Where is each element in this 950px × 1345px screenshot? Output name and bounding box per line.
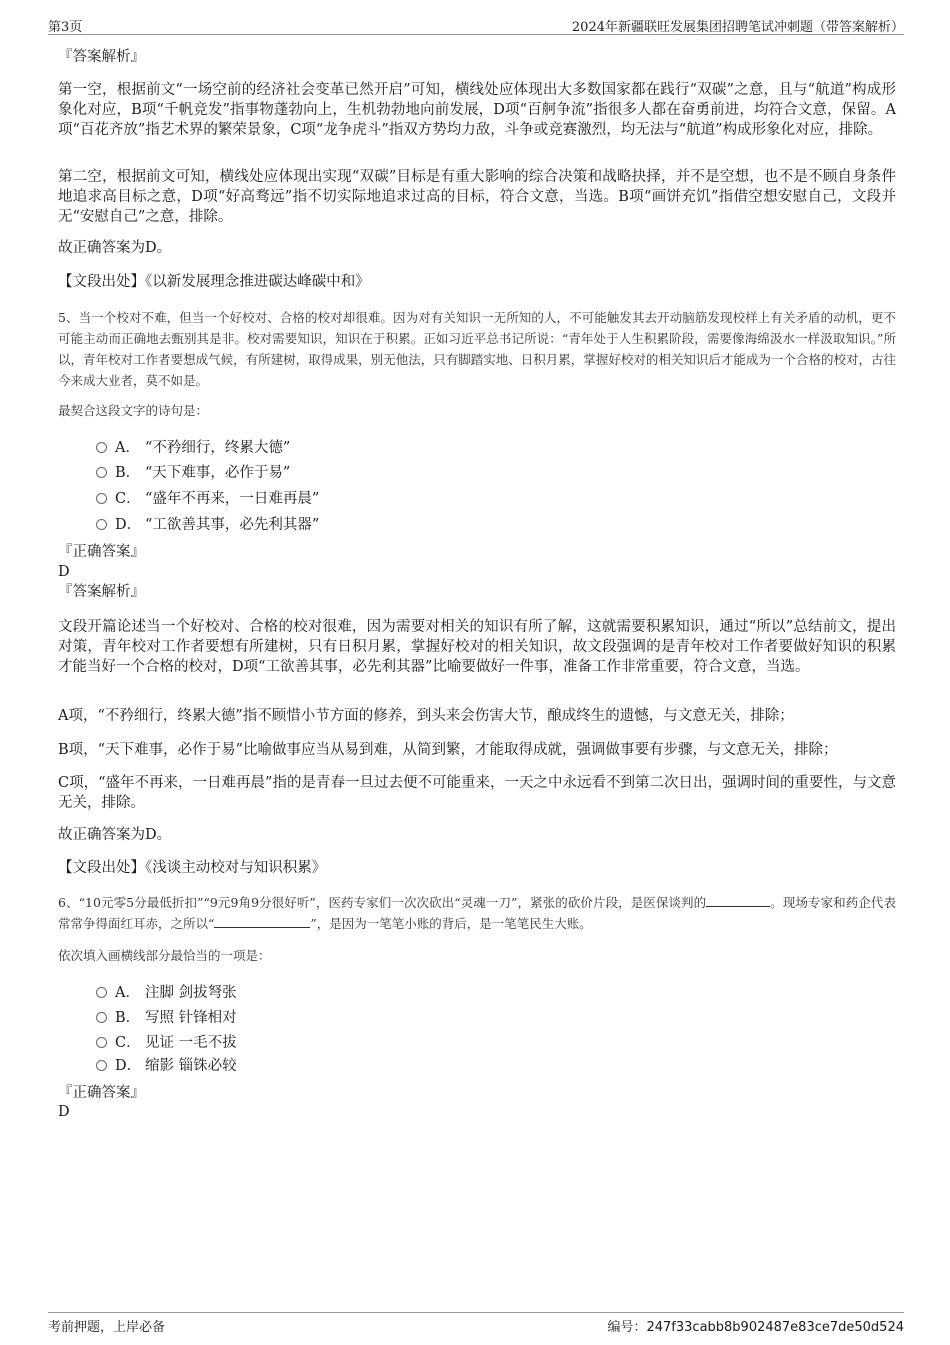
fill-blank-2 bbox=[214, 915, 310, 928]
radio-icon[interactable] bbox=[96, 987, 107, 998]
q5-stem: 5、当一个校对不难，但当一个好校对、合格的校对却很难。因为对有关知识一无所知的人，不可能触发其去开动脑筋发现校样上有关矛盾的动机，更不可能主动而正确地去甄别其是非。校对需要知识，知识在于积累。正如习近平总书记所说：“青年处于人生积累阶段，需要像海绵汲水一样汲取知识。”所以，青年校对工作者要想成气候，有所建树，取得成果，别无他法，只有脚踏实地、日积月累，掌握好校对的相关知识后才能成为一个合格的校对，古往今来成大业者，莫不如是。 bbox=[58, 310, 896, 388]
q4-analysis-para1: 第一空，根据前文“一场空前的经济社会变革已然开启”可知，横线处应体现出大多数国家都在践行“双碳”之意，且与“航道”构成形象化对应，B项“千帆竞发”指事物蓬勃向上，生机勃勃地向前发展，D项“百舸争流”指很多人都在奋勇前进，均符合文意，保留。A项“百花齐放”指艺术界的繁荣景象，C项“龙争虎斗”指双方势均力敌，斗争或竞赛激烈，均无法与“航道”构成形象化对应，排除。 bbox=[58, 82, 896, 138]
radio-icon[interactable] bbox=[96, 467, 107, 478]
q5-conclusion: 故正确答案为D。 bbox=[58, 827, 172, 843]
q5-option-a[interactable]: A． “不矜细行，终累大德” bbox=[96, 438, 290, 458]
radio-icon[interactable] bbox=[96, 1012, 107, 1023]
q4-analysis-para2: 第二空，根据前文可知，横线处应体现出实现“双碳”目标是有重大影响的综合决策和战略抉择，并不是空想，也不是不顾自身条件地追求高目标之意，D项“好高骛远”指不切实际地追求过高的目标，符合文意，当选。B项“画饼充饥”指借空想安慰自己，文段并无“安慰自己”之意，排除。 bbox=[58, 169, 896, 225]
q4-source: 【文段出处】《以新发展理念推进碳达峰碳中和》 bbox=[58, 274, 370, 290]
q6-option-c[interactable]: C． 见证 一毛不拔 bbox=[96, 1033, 237, 1053]
q6-option-b[interactable]: B． 写照 针锋相对 bbox=[96, 1008, 237, 1028]
q5-source: 【文段出处】《浅谈主动校对与知识积累》 bbox=[58, 860, 327, 876]
q6-stem: 6、“10元零5分最低折扣”“9元9角9分很好听”，医药专家们一次次砍出“灵魂一刀”，紧张的砍价片段，是医保谈判的 。现场专家和药企代表常常争得面红耳赤，之所以“ ”，是因为一笔笔小账的背后，是一笔笔民生大账。 bbox=[58, 895, 896, 931]
q5-answer-label: 『正确答案』 bbox=[58, 544, 145, 560]
page-header bbox=[48, 14, 904, 35]
q6-answer: D bbox=[58, 1104, 70, 1120]
fill-blank-1 bbox=[706, 894, 770, 907]
q6-answer-label: 『正确答案』 bbox=[58, 1085, 145, 1101]
q6-option-a[interactable]: A． 注脚 剑拔弩张 bbox=[96, 983, 237, 1003]
q5-analysis-a: A项，“不矜细行，终累大德”指不顾惜小节方面的修养，到头来会伤害大节，酿成终生的遗憾，与文意无关，排除； bbox=[58, 708, 794, 724]
radio-icon[interactable] bbox=[96, 519, 107, 530]
radio-icon[interactable] bbox=[96, 1037, 107, 1048]
radio-icon[interactable] bbox=[96, 1060, 107, 1071]
q5-analysis-para1: 文段开篇论述当一个好校对、合格的校对很难，因为需要对相关的知识有所了解，这就需要积累知识，通过“所以”总结前文，提出对策，青年校对工作者要想有所建树，只有日积月累，掌握好校对的相关知识，故文段强调的是青年校对工作者要做好知识的积累才能当好一个合格的校对，D项“工欲善其事，必先利其器”比喻要做好一件事，准备工作非常重要，符合文意，当选。 bbox=[58, 619, 896, 675]
q5-analysis-label: 『答案解析』 bbox=[58, 584, 145, 600]
radio-icon[interactable] bbox=[96, 442, 107, 453]
q6-prompt: 依次填入画横线部分最恰当的一项是： bbox=[58, 948, 271, 963]
document-code: 编号：247f33cabb8b902487e83ce7de50d524 bbox=[607, 1320, 904, 1335]
page-number: 第3页 bbox=[48, 20, 83, 35]
radio-icon[interactable] bbox=[96, 493, 107, 504]
page-footer bbox=[48, 1312, 904, 1335]
q4-analysis-label: 『答案解析』 bbox=[58, 49, 145, 65]
q5-answer: D bbox=[58, 564, 70, 580]
q5-analysis-c: C项，“盛年不再来，一日难再晨”指的是青春一旦过去便不可能重来，一天之中永远看不到第二次日出，强调时间的重要性，与文意无关，排除。 bbox=[58, 775, 896, 811]
q5-option-b[interactable]: B． “天下难事，必作于易” bbox=[96, 463, 290, 483]
q5-prompt: 最契合这段文字的诗句是： bbox=[58, 403, 209, 418]
document-title: 2024年新疆联旺发展集团招聘笔试冲刺题（带答案解析） bbox=[571, 20, 904, 35]
q6-option-d[interactable]: D． 缩影 锱铢必较 bbox=[96, 1056, 237, 1076]
q5-analysis-b: B项，“天下难事，必作于易”比喻做事应当从易到难，从简到繁，才能取得成就，强调做事要有步骤，与文意无关，排除； bbox=[58, 742, 838, 758]
q4-conclusion: 故正确答案为D。 bbox=[58, 240, 172, 256]
q5-option-c[interactable]: C． “盛年不再来，一日难再晨” bbox=[96, 489, 319, 509]
q5-option-d[interactable]: D． “工欲善其事，必先利其器” bbox=[96, 515, 319, 535]
footer-slogan: 考前押题，上岸必备 bbox=[48, 1320, 166, 1335]
